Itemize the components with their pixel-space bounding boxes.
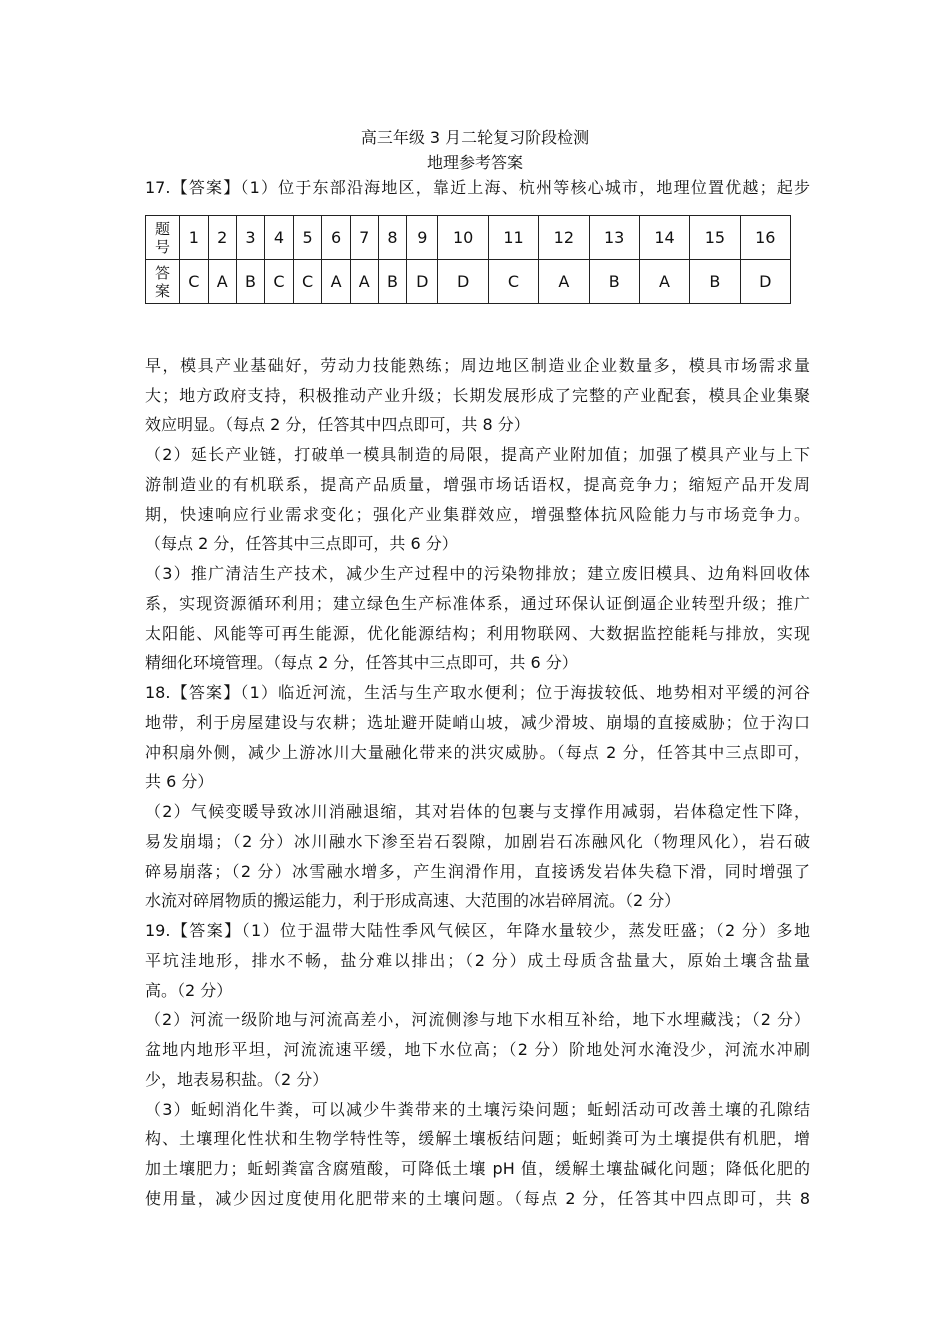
text-line: 使用量，减少因过度使用化肥带来的土壤问题。（每点 2 分，任答其中四点即可，共 8 xyxy=(145,1189,810,1208)
question-number-row xyxy=(146,216,791,260)
question-number: 6 xyxy=(322,216,350,260)
text-line: 17.【答案】（1）位于东部沿海地区，靠近上海、杭州等核心城市，地理位置优越；起步 xyxy=(145,178,810,197)
text-line: 早，模具产业基础好，劳动力技能熟练；周边地区制造业企业数量多，模具市场需求量 xyxy=(145,356,810,375)
text-line: 太阳能、风能等可再生能源，优化能源结构；利用物联网、大数据监控能耗与排放，实现 xyxy=(145,624,810,643)
answer-cell: B xyxy=(589,260,639,304)
text-line: 水流对碎屑物质的搬运能力，利于形成高速、大范围的冰岩碎屑流。（2 分） xyxy=(145,891,681,910)
question-number: 10 xyxy=(438,216,488,260)
answer-cell: C xyxy=(488,260,538,304)
document-subtitle: 地理参考答案 xyxy=(426,153,523,172)
answer-cell: A xyxy=(539,260,589,304)
text-line: 加土壤肥力；蚯蚓粪富含腐殖酸，可降低土壤 pH 值，缓解土壤盐碱化问题；降低化肥的 xyxy=(145,1159,810,1178)
question-number: 3 xyxy=(236,216,264,260)
text-line: 地带，利于房屋建设与农耕；选址避开陡峭山坡，减少滑坡、崩塌的直接威胁；位于沟口 xyxy=(145,713,810,732)
text-line: 18.【答案】（1）临近河流，生活与生产取水便利；位于海拔较低、地势相对平缓的河谷 xyxy=(145,683,810,702)
question-number: 7 xyxy=(350,216,378,260)
answer-cell: A xyxy=(350,260,378,304)
text-line: 平坑洼地形，排水不畅，盐分难以排出；（2 分）成土母质含盐量大，原始土壤含盐量 xyxy=(145,951,810,970)
answer-cell: B xyxy=(378,260,406,304)
answer-cell: C xyxy=(265,260,294,304)
answer-cell: A xyxy=(639,260,689,304)
answer-cell: A xyxy=(322,260,350,304)
text-line: 游制造业的有机联系，提高产品质量，增强市场话语权，提高竞争力；缩短产品开发周 xyxy=(145,475,810,494)
document-title: 高三年级 3 月二轮复习阶段检测 xyxy=(360,128,590,147)
question-number: 14 xyxy=(639,216,689,260)
question-number: 9 xyxy=(407,216,438,260)
text-line: 系，实现资源循环利用；建立绿色生产标准体系，通过环保认证倒逼企业转型升级；推广 xyxy=(145,594,810,613)
question-number: 2 xyxy=(208,216,236,260)
question-number: 11 xyxy=(488,216,538,260)
text-line: 效应明显。（每点 2 分，任答其中四点即可，共 8 分） xyxy=(145,415,530,434)
text-line: （2）延长产业链，打破单一模具制造的局限，提高产业附加值；加强了模具产业与上下 xyxy=(145,445,810,464)
text-line: （每点 2 分，任答其中三点即可，共 6 分） xyxy=(145,534,458,553)
text-line: （2）河流一级阶地与河流高差小，河流侧渗与地下水相互补给，地下水埋藏浅；（2 分） xyxy=(145,1010,810,1029)
text-line: （3）推广清洁生产技术，减少生产过程中的污染物排放；建立废旧模具、边角料回收体 xyxy=(145,564,810,583)
answer-cell: B xyxy=(236,260,264,304)
text-line: 冲积扇外侧，减少上游冰川大量融化带来的洪灾威胁。（每点 2 分，任答其中三点即可， xyxy=(145,743,810,762)
question-number: 5 xyxy=(293,216,322,260)
question-number: 1 xyxy=(180,216,209,260)
text-line: 高。（2 分） xyxy=(145,981,233,1000)
answer-row xyxy=(146,260,791,304)
question-number: 16 xyxy=(740,216,790,260)
answer-cell: A xyxy=(208,260,236,304)
text-line: 构、土壤理化性状和生物学特性等，缓解土壤板结问题；蚯蚓粪可为土壤提供有机肥，增 xyxy=(145,1129,810,1148)
answer-cell: D xyxy=(438,260,488,304)
text-line: 大；地方政府支持，积极推动产业升级；长期发展形成了完整的产业配套，模具企业集聚 xyxy=(145,386,810,405)
text-line: 碎易崩落；（2 分）冰雪融水增多，产生润滑作用，直接诱发岩体失稳下滑，同时增强了 xyxy=(145,862,810,881)
question-number: 8 xyxy=(378,216,406,260)
text-line: 盆地内地形平坦，河流流速平缓，地下水位高；（2 分）阶地处河水淹没少，河流水冲刷 xyxy=(145,1040,810,1059)
answer-cell: D xyxy=(740,260,790,304)
text-line: 精细化环境管理。（每点 2 分，任答其中三点即可，共 6 分） xyxy=(145,653,578,672)
text-line: 19.【答案】（1）位于温带大陆性季风气候区，年降水量较少，蒸发旺盛；（2 分）多地 xyxy=(145,921,810,940)
answer-table xyxy=(145,215,791,304)
text-line: 共 6 分） xyxy=(145,772,214,791)
text-line: 期，快速响应行业需求变化；强化产业集群效应，增强整体抗风险能力与市场竞争力。 xyxy=(145,505,810,524)
text-line: 少，地表易积盐。（2 分） xyxy=(145,1070,329,1089)
answer-cell: C xyxy=(180,260,209,304)
answer-cell: B xyxy=(690,260,740,304)
text-line: 易发崩塌；（2 分）冰川融水下渗至岩石裂隙，加剧岩石冻融风化（物理风化），岩石破 xyxy=(145,832,810,851)
answer-cell: C xyxy=(293,260,322,304)
question-number: 15 xyxy=(690,216,740,260)
question-number: 12 xyxy=(539,216,589,260)
answer-row-label: 答 案 xyxy=(146,260,180,304)
question-number: 4 xyxy=(265,216,294,260)
text-line: （2）气候变暖导致冰川消融退缩，其对岩体的包裹与支撑作用减弱，岩体稳定性下降， xyxy=(145,802,810,821)
question-number: 13 xyxy=(589,216,639,260)
number-row-label: 题 号 xyxy=(146,216,180,260)
answer-cell: D xyxy=(407,260,438,304)
text-line: （3）蚯蚓消化牛粪，可以减少牛粪带来的土壤污染问题；蚯蚓活动可改善土壤的孔隙结 xyxy=(145,1100,810,1119)
